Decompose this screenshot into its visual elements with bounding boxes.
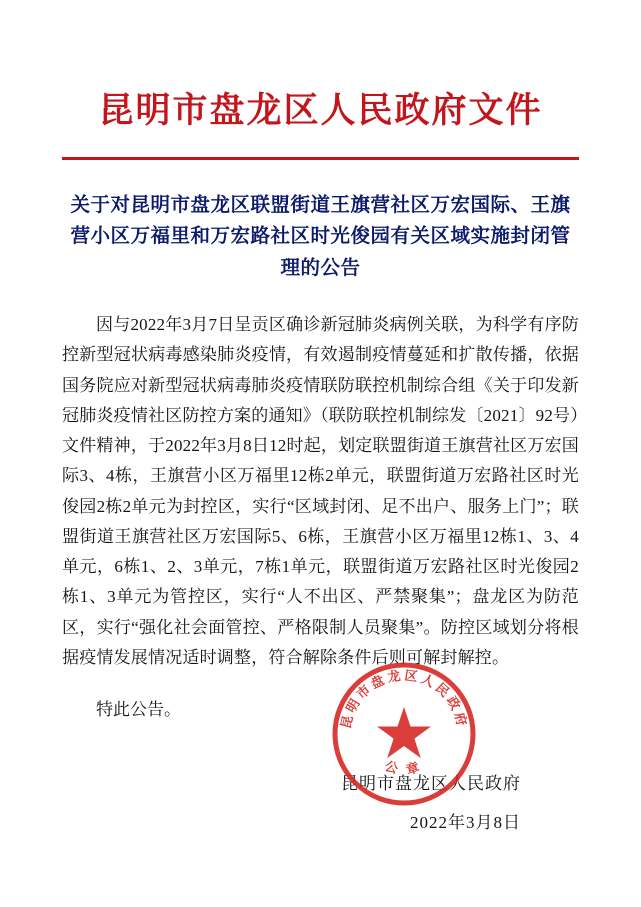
body-paragraph: 因与2022年3月7日呈贡区确诊新冠肺炎病例关联，为科学有序防控新型冠状病毒感染肺炎疫情，有效遏制疫情蔓延和扩散传播，依据国务院应对新型冠状病毒肺炎疫情联防联控机制综合组《关于印发新冠肺炎疫情社区防控方案的通知》（联防联控机制综发〔2021〕92号）文件精神，于2022年3月8日12时起，划定联盟街道王旗营社区万宏国际3、4栋，王旗营小区万福里12栋2单元，联盟街道万宏路社区时光俊园2栋2单元为封控区，实行“区域封闭、足不出户、服务上门”；联盟街道王旗营社区万宏国际5、6栋，王旗营小区万福里12栋1、3、4单元，6栋1、2、3单元，7栋1单元，联盟街道万宏路社区时光俊园2栋1、3单元为管控区，实行“人不出区、严禁聚集”；盘龙区为防范区，实行“强化社会面管控、严格限制人员聚集”。防控区域划分将根据疫情发展情况适时调整，符合解除条件后则可解封解控。 (62, 315, 579, 667)
document-body (62, 310, 579, 673)
svg-text:公 章: 公 章 (383, 758, 425, 778)
document-title: 关于对昆明市盘龙区联盟街道王旗营社区万宏国际、王旗营小区万福里和万宏路社区时光俊园有关区域实施封闭管理的公告 (70, 194, 571, 279)
signature-organization: 昆明市盘龙区人民政府 (341, 774, 521, 794)
svg-text:昆明市盘龙区人民政府: 昆明市盘龙区人民政府 (337, 667, 471, 731)
signature-date: 2022年3月8日 (410, 813, 521, 833)
masthead-divider (62, 157, 579, 160)
signature-block (62, 769, 579, 833)
masthead (62, 0, 579, 160)
masthead-title: 昆明市盘龙区人民政府文件 (98, 91, 543, 130)
closing-line: 特此公告。 (96, 700, 181, 720)
